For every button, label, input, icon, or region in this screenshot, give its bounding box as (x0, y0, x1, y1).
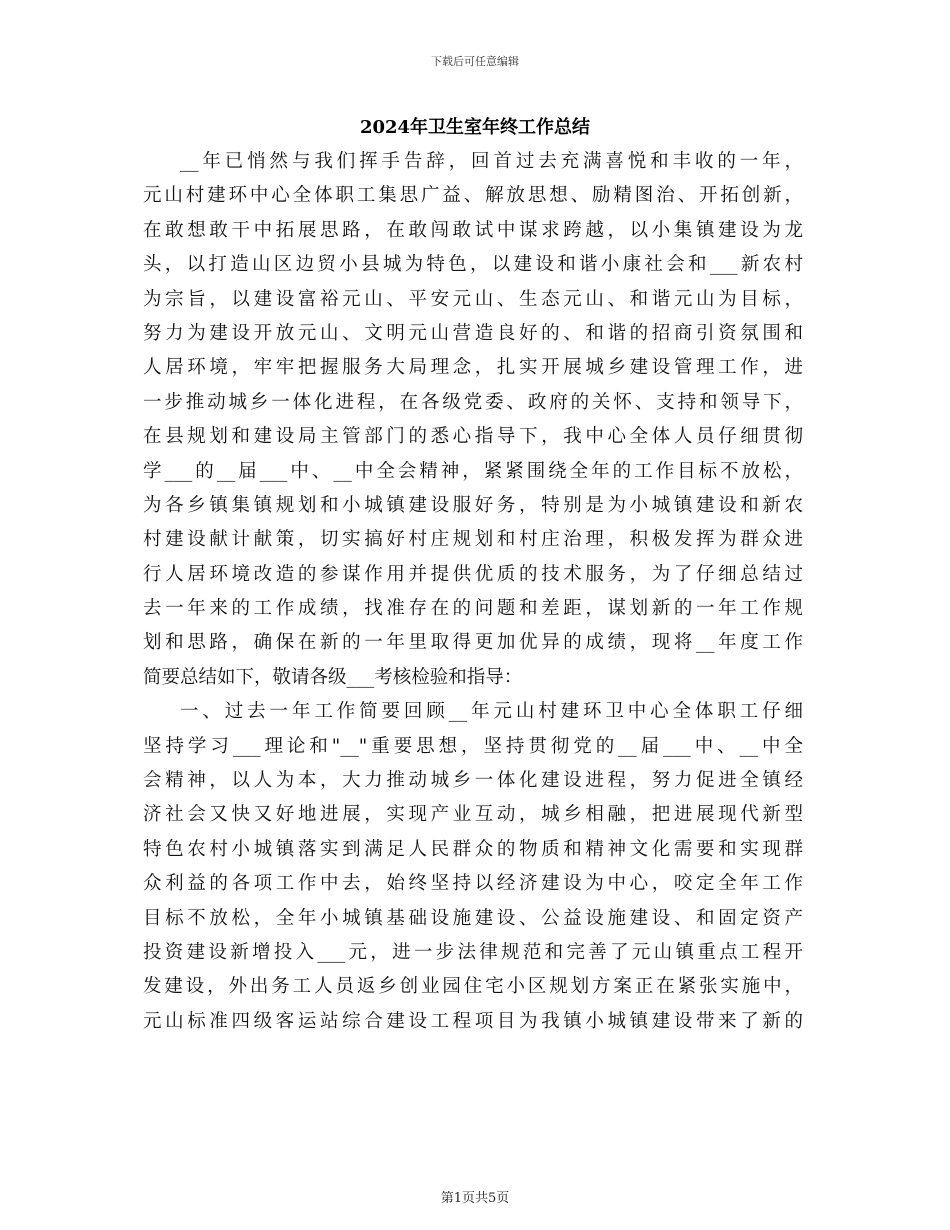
paragraph-intro (143, 145, 803, 695)
paragraph-review (143, 695, 803, 1039)
text-line: 发建设，外出务工人员返乡创业园住宅小区规划方案正在紧张实施中， (143, 976, 803, 998)
text-line: 目标不放松，全年小城镇基础设施建设、公益设施建设、和固定资产 (143, 907, 803, 929)
text-line: 在敢想敢干中拓展思路，在敢闯敢试中谋求跨越，以小集镇建设为龙 (143, 219, 803, 241)
text-line: 元山村建环中心全体职工集思广益、解放思想、励精图治、开拓创新， (143, 185, 803, 207)
text-line: 努力为建设开放元山、文明元山营造良好的、和谐的招商引资氛围和 (143, 322, 803, 344)
text-line: 一、过去一年工作简要回顾__年元山村建环卫中心全体职工仔细 (180, 701, 803, 723)
text-line: 人居环境，牢牢把握服务大局理念，扎实开展城乡建设管理工作，进 (143, 357, 803, 379)
text-line: __年已悄然与我们挥手告辞，回首过去充满喜悦和丰收的一年， (180, 151, 803, 172)
text-line: 为各乡镇集镇规划和小城镇建设服好务，特别是为小城镇建设和新农 (143, 494, 803, 516)
text-line: 简要总结如下，敬请各级___考核检验和指导： (143, 666, 523, 688)
text-line: 学___的__届___中、__中全会精神，紧紧围绕全年的工作目标不放松， (143, 460, 803, 482)
document-title: 2024年卫生室年终工作总结 (359, 117, 591, 138)
text-line: 坚持学习___理论和"__"重要思想，坚持贯彻党的__届___中、__中全 (143, 735, 803, 757)
text-line: 村建设献计献策，切实搞好村庄规划和村庄治理，积极发挥为群众进 (143, 529, 803, 551)
text-line: 为宗旨，以建设富裕元山、平安元山、生态元山、和谐元山为目标， (143, 288, 803, 310)
page-number: 第1页共5页 (440, 1191, 510, 1206)
text-line: 行人居环境改造的参谋作用并提供优质的技术服务，为了仔细总结过 (143, 563, 803, 585)
text-line: 投资建设新增投入___元，进一步法律规范和完善了元山镇重点工程开 (143, 941, 803, 963)
text-line: 头，以打造山区边贸小县城为特色，以建设和谐小康社会和___新农村 (143, 254, 803, 276)
text-line: 一步推动城乡一体化进程，在各级党委、政府的关怀、支持和领导下， (143, 391, 803, 413)
text-line: 特色农村小城镇落实到满足人民群众的物质和精神文化需要和实现群 (143, 838, 803, 860)
text-line: 去一年来的工作成绩，找准存在的问题和差距，谋划新的一年工作规 (143, 598, 803, 620)
document-body (143, 145, 803, 1039)
text-line: 众利益的各项工作中去，始终坚持以经济建设为中心，咬定全年工作 (143, 873, 803, 895)
download-note: 下载后可任意编辑 (431, 55, 519, 68)
text-line: 会精神，以人为本，大力推动城乡一体化建设进程，努力促进全镇经 (143, 770, 803, 792)
text-line: 元山标准四级客运站综合建设工程项目为我镇小城镇建设带来了新的 (143, 1010, 803, 1032)
text-line: 在县规划和建设局主管部门的悉心指导下，我中心全体人员仔细贯彻 (143, 426, 803, 448)
text-line: 划和思路，确保在新的一年里取得更加优异的成绩，现将__年度工作 (143, 632, 803, 654)
text-line: 济社会又快又好地进展，实现产业互动，城乡相融，把进展现代新型 (143, 804, 803, 826)
